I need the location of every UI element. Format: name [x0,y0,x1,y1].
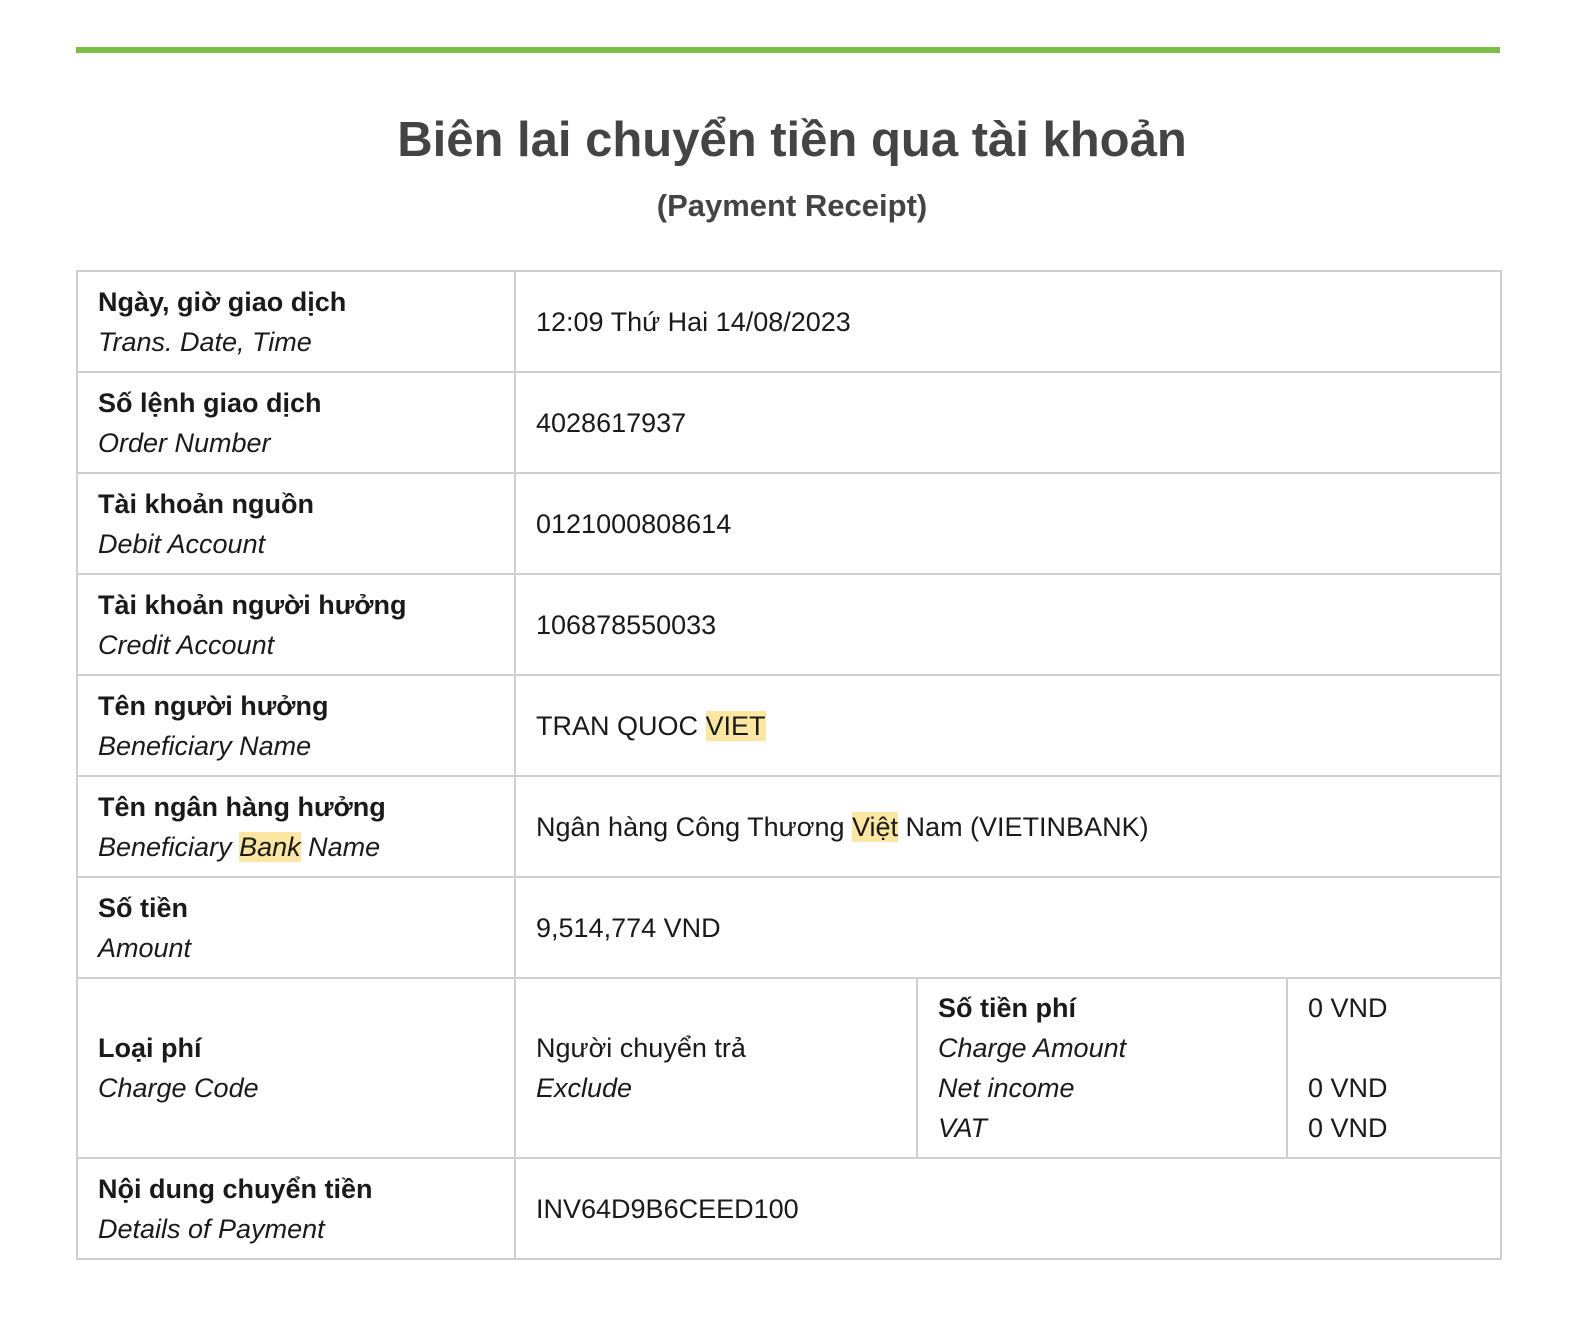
label-en [98,827,494,867]
table-row-charge [77,978,1501,1158]
highlighted-text: VIET [705,710,766,741]
label-en: Debit Account [98,528,266,559]
label-cell [77,1158,515,1259]
label-en: Charge Code [98,1073,259,1103]
label-en: Trans. Date, Time [98,326,312,357]
vat-value: 0 VND [1308,1113,1388,1143]
highlighted-text: Việt [852,811,899,842]
charge-amount-value: 0 VND [1308,993,1388,1023]
label-cell [77,776,515,877]
value-trans-date: 12:09 Thứ Hai 14/08/2023 [515,271,1501,372]
spacer [1308,1028,1480,1068]
label-cell [77,473,515,574]
table-row-details [77,1158,1501,1259]
value-details: INV64D9B6CEED100 [515,1158,1501,1259]
table-row-debit-account [77,473,1501,574]
charge-amount-labels [917,978,1287,1158]
label-vi: Nội dung chuyển tiền [98,1173,373,1204]
table-row-amount [77,877,1501,978]
label-cell [77,877,515,978]
charge-amount-label-en: Charge Amount [938,1033,1127,1063]
charge-amount-values [1287,978,1501,1158]
table-row-credit-account [77,574,1501,675]
value-text: TRAN QUOC [536,710,706,741]
label-en: Details of Payment [98,1213,325,1244]
label-cell [77,675,515,776]
value-debit-account: 0121000808614 [515,473,1501,574]
value-beneficiary-name [515,675,1501,776]
table-row-order-number [77,372,1501,473]
value-text: Nam (VIETINBANK) [898,811,1149,842]
charge-type-en: Exclude [536,1073,633,1103]
table-row-beneficiary-bank [77,776,1501,877]
vat-label: VAT [938,1113,988,1143]
label-cell [77,271,515,372]
label-en: Order Number [98,427,271,458]
table-row-beneficiary-name [77,675,1501,776]
receipt-table [76,270,1502,1260]
charge-type-cell [515,978,917,1158]
label-vi: Tên người hưởng [98,690,329,721]
label-en: Beneficiary Name [98,730,312,761]
highlighted-text: Bank [239,831,301,862]
value-text: Ngân hàng Công Thương [536,811,852,842]
label-en: Credit Account [98,629,275,660]
label-vi: Loại phí [98,1033,202,1063]
receipt-title: Biên lai chuyển tiền qua tài khoản [397,113,1187,167]
label-vi: Ngày, giờ giao dịch [98,286,347,317]
value-amount: 9,514,774 VND [515,877,1501,978]
label-vi: Số tiền [98,892,189,923]
label-vi: Tài khoản nguồn [98,488,314,519]
net-income-value: 0 VND [1308,1073,1388,1103]
label-en: Amount [98,932,192,963]
charge-type-vi: Người chuyển trả [536,1033,746,1063]
label-cell [77,978,515,1158]
top-accent-bar [76,47,1500,53]
value-beneficiary-bank [515,776,1501,877]
label-vi: Số lệnh giao dịch [98,387,322,418]
table-row-trans-date [77,271,1501,372]
net-income-label: Net income [938,1073,1075,1103]
label-en-text: Beneficiary [98,831,240,862]
label-cell [77,372,515,473]
label-en-text: Name [300,831,381,862]
value-order-number: 4028617937 [515,372,1501,473]
label-vi: Tài khoản người hưởng [98,589,407,620]
label-cell [77,574,515,675]
value-credit-account: 106878550033 [515,574,1501,675]
receipt-subtitle: (Payment Receipt) [656,188,928,223]
label-vi: Tên ngân hàng hưởng [98,791,386,822]
charge-amount-label-vi: Số tiền phí [938,993,1076,1023]
